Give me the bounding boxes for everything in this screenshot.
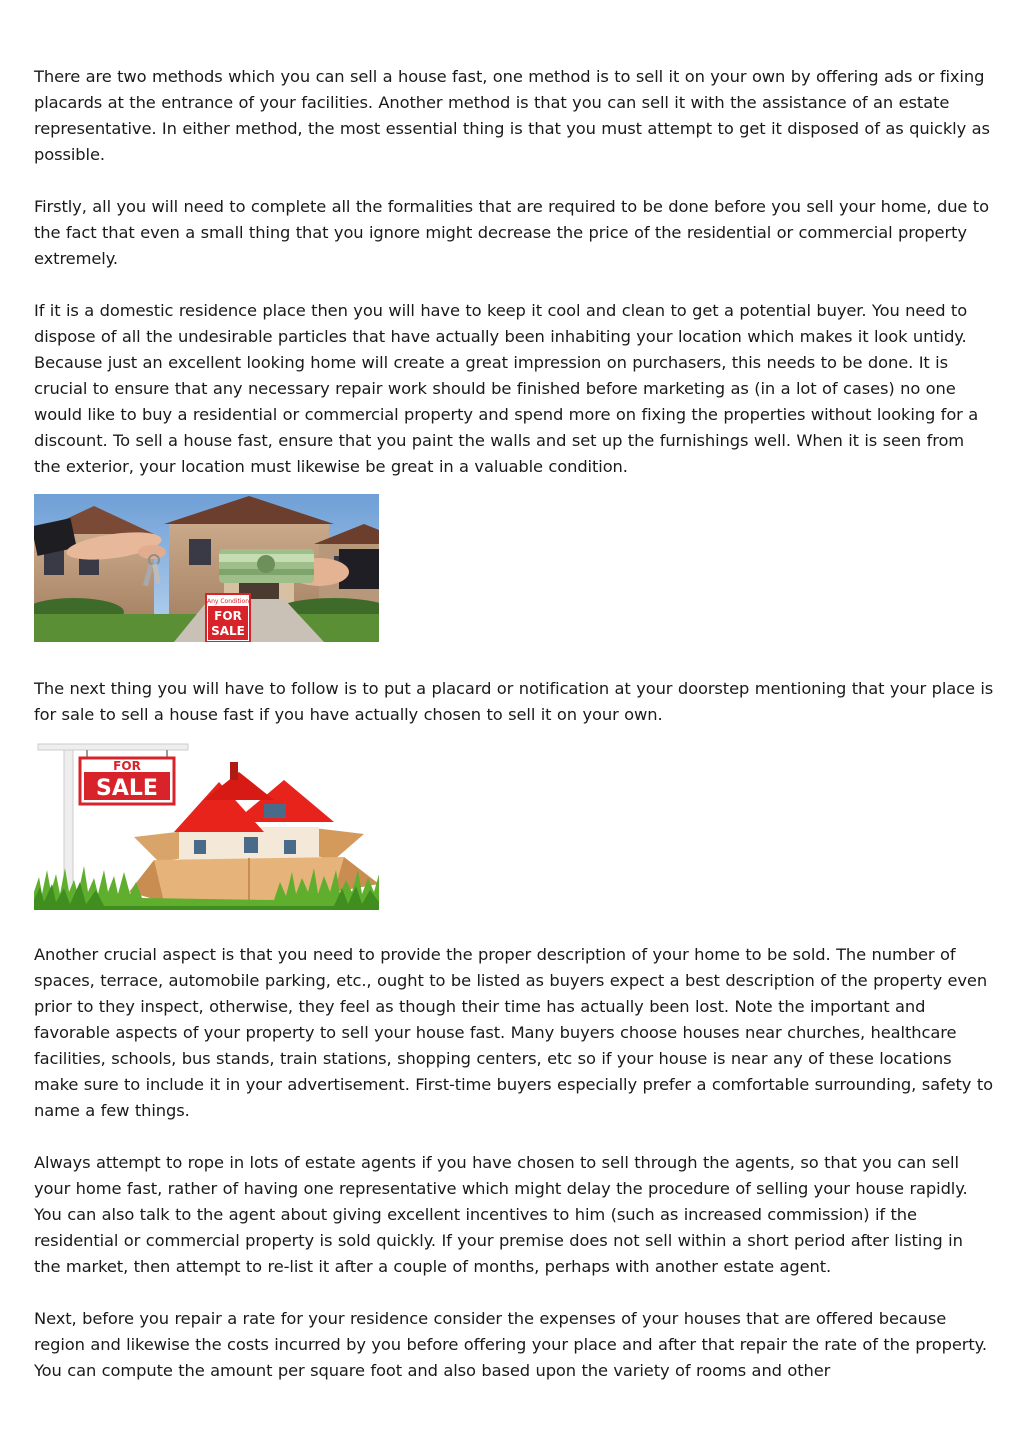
paragraph-7: Next, before you repair a rate for your residence consider the expenses of your houses that are offered because region and likewise the costs incurred by you before offering your place and after that repair the rate of the property. You can compute the amount per square foot and also based upon the variety of rooms and other [34, 1309, 987, 1380]
sign-sale-text: SALE [211, 624, 245, 638]
for-sale-house-box-illustration [34, 742, 379, 910]
sign-for-text: FOR [214, 609, 242, 623]
paragraph-1: There are two methods which you can sell a house fast, one method is to sell it on your own by offering ads or fixing placards at the entrance of your facilities. Another method is that you can sell it with the assistance of an estate representative. In either method, the most essential thing is that you must attempt to get it disposed of as quickly as possible. [34, 67, 990, 164]
paragraph-4: The next thing you will have to follow is to put a placard or notification at your doorstep mentioning that your place is for sale to sell a house fast if you have actually chosen to sell it on your own. [34, 679, 994, 724]
paragraph-5: Another crucial aspect is that you need to provide the proper description of your home to be sold. The number of spaces, terrace, automobile parking, etc., ought to be listed as buyers expect a best description of the property even prior to they inspect, otherwise, they feel as though their time has actually been lost. Note the important and favorable aspects of your property to sell your house fast. Many buyers choose houses near churches, healthcare facilities, schools, bus stands, train stations, shopping centers, etc so if your house is near any of these locations make sure to include it in your advertisement. First-time buyers especially prefer a comfortable surrounding, safety to name a few things. [34, 945, 993, 1120]
sign-small-text: Any Condition [207, 598, 249, 605]
paragraph-6: Always attempt to rope in lots of estate agents if you have chosen to sell through the agents, so that you can sell your home fast, rather of having one representative which might delay the procedure of selling your house rapidly. You can also talk to the agent about giving excellent incentives to him (such as increased commission) if the residential or commercial property is sold quickly. If your premise does not sell within a short period after listing in the market, then attempt to re-list it after a couple of months, perhaps with another estate agent. [34, 1153, 968, 1276]
article [34, 64, 994, 1384]
paragraph-2: Firstly, all you will need to complete all the formalities that are required to be done before you sell your home, due to the fact that even a small thing that you ignore might decrease the price of the residential or commercial property extremely. [34, 197, 989, 268]
house-keys-money-photo [34, 494, 379, 642]
post-sign-sale-text: SALE [96, 776, 158, 801]
post-sign-for-text: FOR [113, 759, 141, 773]
paragraph-3: If it is a domestic residence place then you will have to keep it cool and clean to get a potential buyer. You need to dispose of all the undesirable particles that have actually been inhabiting your location which makes it look untidy. Because just an excellent looking home will create a great impression on purchasers, this needs to be done. It is crucial to ensure that any necessary repair work should be finished before marketing as (in a lot of cases) no one would like to buy a residential or commercial property and spend more on fixing the properties without looking for a discount. To sell a house fast, ensure that you paint the walls and set up the furnishings well. When it is seen from the exterior, your location must likewise be great in a valuable condition. [34, 301, 979, 476]
